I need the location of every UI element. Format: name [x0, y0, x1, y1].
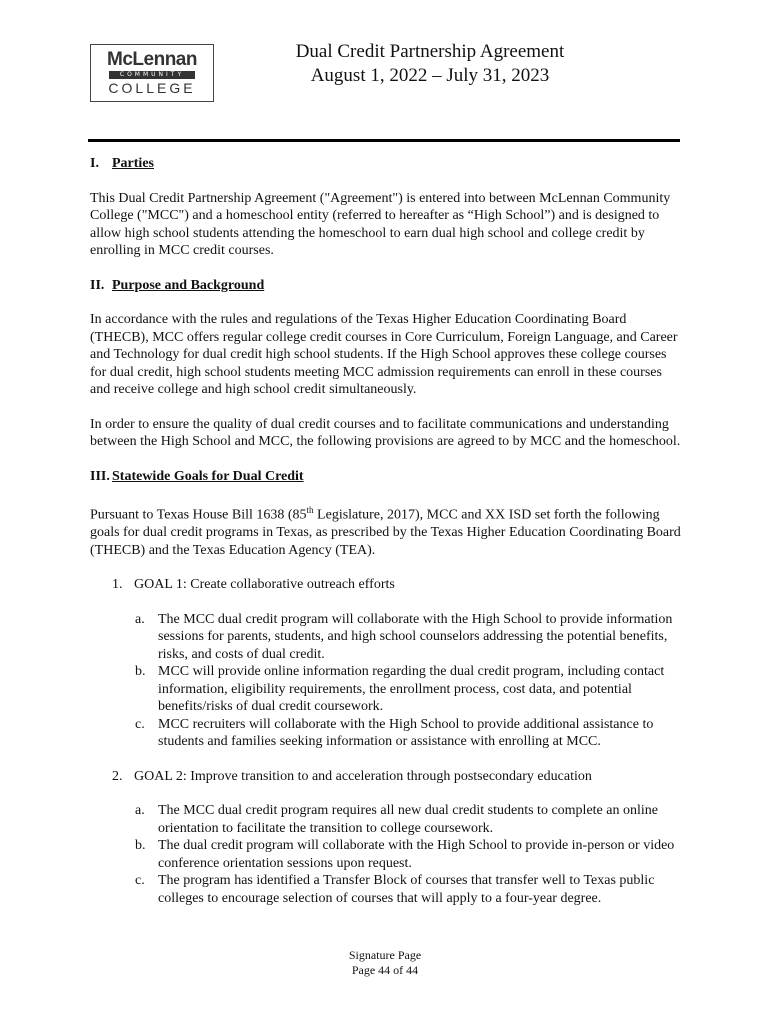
title-line1: Dual Credit Partnership Agreement	[295, 41, 565, 62]
logo-line2: COMMUNITY	[109, 71, 195, 79]
section-heading-goals: III. Statewide Goals for Dual Credit	[90, 468, 304, 484]
paragraph: Pursuant to Texas House Bill 1638 (85th Legislature, 2017), MCC and XX ISD set forth the following goals for dual credit programs in Texas, as prescribed by the Texas Higher Education Coordinating Board (THECB) and the Texas Education Agency (TEA).	[90, 505, 681, 558]
paragraph: In accordance with the rules and regulations of the Texas Higher Education Coordinating Board (THECB), MCC offers regular college credit courses in Core Curriculum, Foreign Language, and Career and Technology for dual credit high school students. If the High School approves these college courses for dual credit, high school students meeting MCC admission requirements can enroll in these courses and receive college and high school credit simultaneously.	[90, 312, 678, 397]
list-item: c. MCC recruiters will collaborate with the High School to provide additional assistance to students and families seeking information or assistance with enrolling at MCC.	[135, 716, 654, 750]
section-heading-parties: I. Parties	[90, 156, 154, 171]
page-number: Page 44 of 44	[351, 963, 419, 977]
list-item: c. The program has identified a Transfer Block of courses that transfer well to Texas public colleges to encourage selection of courses that will apply to a four-year degree.	[135, 873, 655, 906]
page-footer	[0, 948, 770, 978]
goal-heading: 2. GOAL 2: Improve transition to and acceleration through postsecondary education	[112, 768, 592, 784]
header-divider	[88, 139, 680, 142]
document-title	[240, 40, 620, 88]
list-item: b. The dual credit program will collaborate with the High School to provide in-person or video conference orientation sessions upon request.	[135, 838, 675, 871]
logo-line3: COLLEGE	[108, 80, 196, 96]
list-item: a. The MCC dual credit program will collaborate with the High School to provide information sessions for parents, students, and high school counselors addressing the potential benefits, risks, and costs of dual credit.	[135, 611, 673, 662]
list-item: b. MCC will provide online information regarding the dual credit program, including contact information, eligibility requirements, the enrollment process, cost data, and potential benefits/risks of dual credit coursework.	[135, 664, 665, 715]
paragraph: This Dual Credit Partnership Agreement ("Agreement") is entered into between McLennan Community College ("MCC") and a homeschool entity (referred to hereafter as “High School”) and is designed to allow high school students attending the homeschool to earn dual high school and college credit by enrolling in MCC credit courses.	[90, 190, 671, 258]
document-body	[90, 155, 682, 924]
section-heading-purpose: II. Purpose and Background	[90, 277, 265, 293]
paragraph: In order to ensure the quality of dual credit courses and to facilitate communications and understanding between the High School and MCC, the following provisions are agreed to by MCC and the homeschool.	[90, 416, 681, 449]
logo-line1: McLennan	[107, 49, 197, 70]
goal-list	[90, 802, 682, 907]
goal-heading: 1. GOAL 1: Create collaborative outreach efforts	[112, 577, 395, 593]
list-item: a. The MCC dual credit program requires all new dual credit students to complete an online orientation to facilitate the transition to college coursework.	[135, 803, 658, 836]
title-line2: August 1, 2022 – July 31, 2023	[310, 65, 550, 86]
footer-line1: Signature Page	[348, 948, 422, 962]
goal-list	[90, 611, 682, 751]
college-logo	[90, 44, 214, 102]
